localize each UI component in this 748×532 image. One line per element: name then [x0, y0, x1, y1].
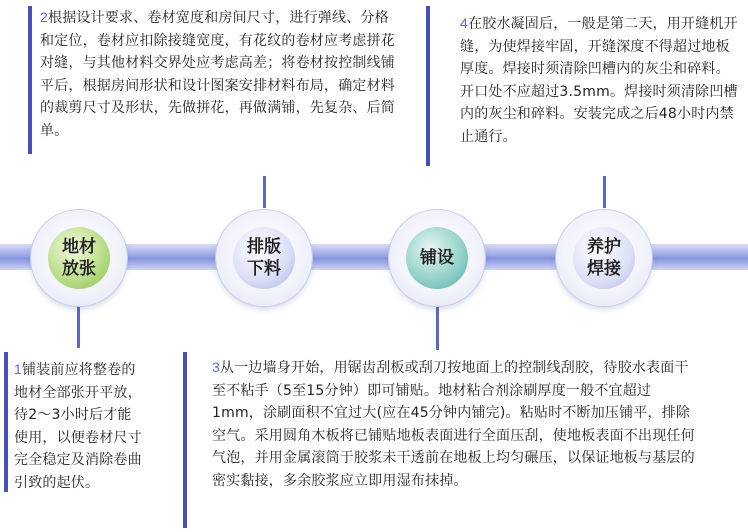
note-1-text: [14, 358, 144, 494]
note-1-body: 铺装前应将整卷的地材全部张开平放，待2～3小时后才能使用，以便卷材尺寸完全稳定及消除卷曲引致的起伏。: [14, 362, 142, 491]
step-4-line2: 焊接: [587, 259, 621, 279]
step-1-line1: 地材: [62, 237, 96, 257]
connector-stem-3: [436, 300, 439, 350]
note-2-text: [40, 6, 400, 142]
step-3-line1: 铺设: [420, 248, 454, 268]
note-3-bar: [183, 352, 187, 528]
note-3-body: 从一边墙身开始，用锯齿刮板或刮刀按地面上的控制线刮胶，待胶水表面干至不粘手（5至15分钟）即可铺贴。地材粘合剂涂刷厚度一般不宜超过1mm，涂刷面积不宜过大(应在45分钟内铺完)。粘贴时不断加压铺平，排除空气。采用圆角木板将已铺贴地板表面进行全面压刮，使地板表面不出现任何气泡，并用金属滚筒于胶浆未干透前在地板上均匀碾压，以保证地板与基层的密实黏接，多余胶浆应立即用湿布抹掉。: [212, 360, 695, 489]
note-2-number: 2: [40, 9, 48, 25]
step-node-1[interactable]: [31, 210, 127, 306]
step-circle-3: [406, 227, 468, 289]
step-circle-2: [233, 227, 295, 289]
connector-stem-2: [263, 176, 266, 208]
step-node-4[interactable]: [556, 210, 652, 306]
step-2-line2: 下料: [247, 259, 281, 279]
note-4-number: 4: [460, 15, 468, 31]
step-node-3[interactable]: [389, 210, 485, 306]
note-4-body: 在胶水凝固后，一般是第二天，用开缝机开缝，为使焊接牢固，开缝深度不得超过地板厚度。焊接时须清除凹槽内的灰尘和碎料。开口处不应超过3.5mm。焊接时须清除凹槽内的灰尘和碎料。安装完成之后48小时内禁止通行。: [460, 16, 738, 145]
note-1-number: 1: [14, 361, 22, 377]
note-4-bar: [426, 6, 430, 166]
step-2-line1: 排版: [247, 237, 281, 257]
note-1-bar: [4, 352, 8, 492]
step-1-line2: 放张: [62, 259, 96, 279]
connector-stem-1: [77, 300, 80, 348]
note-4-text: [460, 12, 738, 148]
step-circle-1: [48, 227, 110, 289]
step-node-2[interactable]: [216, 210, 312, 306]
step-circle-4: [573, 227, 635, 289]
note-2-body: 根据设计要求、卷材宽度和房间尺寸，进行弹线、分格和定位，卷材应扣除接缝宽度，有花纹的卷材应考虑拼花对缝，与其他材料交界处应考虑高差；将卷材按控制线铺平后，根据房间形状和设计图案安排材料布局，确定材料的裁剪尺寸及形状，先做拼花，再做满铺，先复杂、后简单。: [40, 10, 395, 139]
connector-stem-4: [603, 176, 606, 208]
note-2-bar: [28, 6, 32, 154]
note-3-number: 3: [212, 359, 220, 375]
note-3-text: [212, 356, 697, 492]
step-4-line1: 养护: [587, 237, 621, 257]
